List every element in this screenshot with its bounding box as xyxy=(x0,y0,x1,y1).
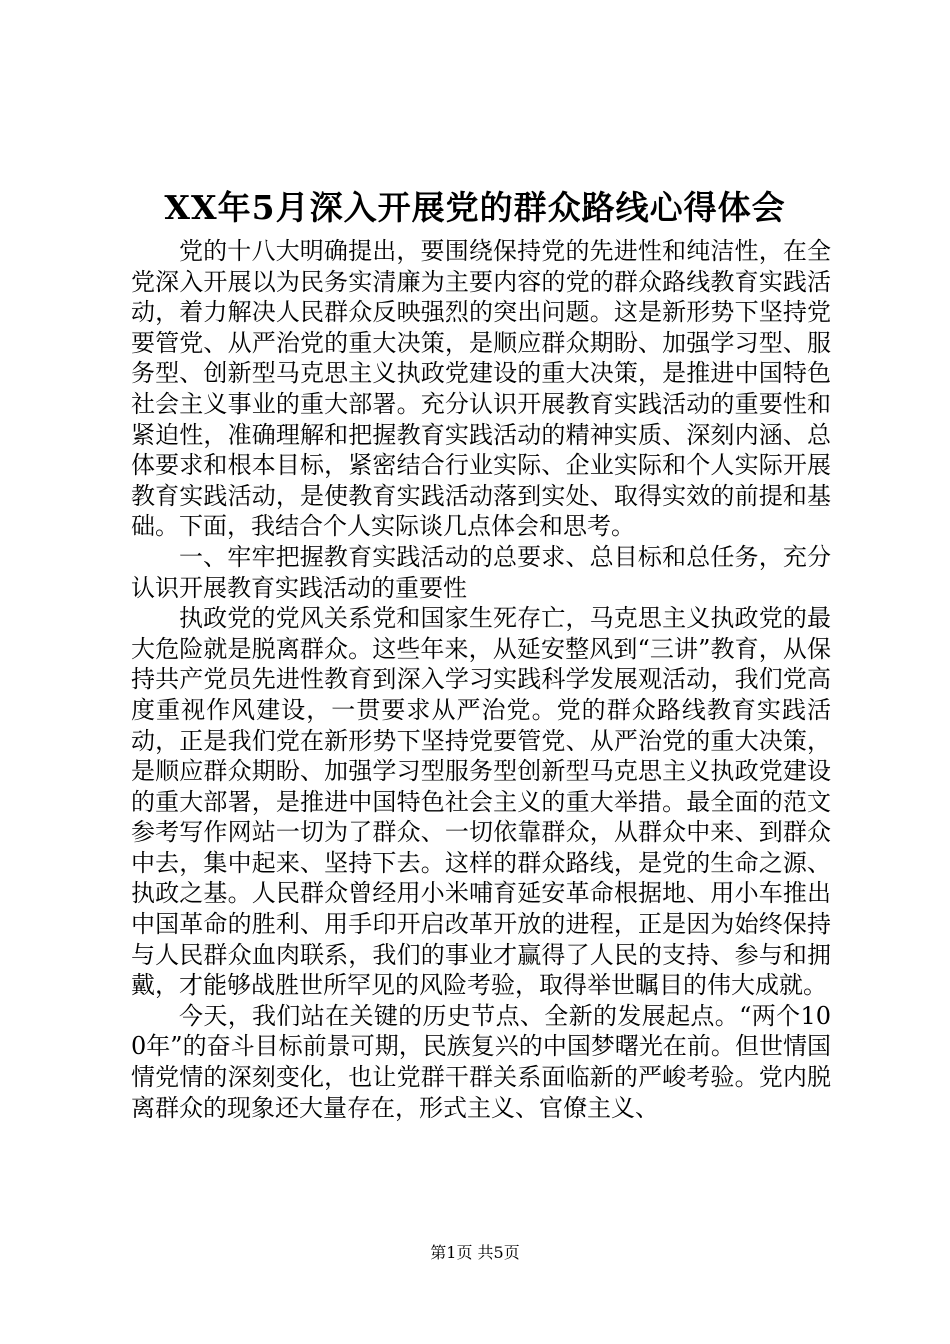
page-number-footer: 第1页 共5页 xyxy=(430,1243,520,1262)
paragraph-section-1: 执政党的党风关系党和国家生死存亡，马克思主义执政党的最大危险就是脱离群众。这些年来，从延安整风到“三讲”教育，从保持共产党员先进性教育到深入学习实践科学发展观活动，我们党高度重视作风建设，一贯要求从严治党。党的群众路线教育实践活动，正是我们党在新形势下坚持党要管党、从严治党的重大决策，是顺应群众期盼、加强学习型服务型创新型马克思主义执政党建设的重大部署，是推进中国特色社会主义的重大举措。最全面的范文参考写作网站一切为了群众、一切依靠群众，从群众中来、到群众中去，集中起来、坚持下去。这样的群众路线，是党的生命之源、执政之基。人民群众曾经用小米哺育延安革命根据地、用小车推出中国革命的胜利、用手印开启改革开放的进程，正是因为始终保持与人民群众血肉联系，我们的事业才赢得了人民的支持、参与和拥戴，才能够战胜世所罕见的风险考验，取得举世瞩目的伟大成就。 xyxy=(131,604,831,1000)
document-body xyxy=(131,236,831,1123)
paragraph-today: 今天，我们站在关键的历史节点、全新的发展起点。“两个100年”的奋斗目标前景可期，民族复兴的中国梦曙光在前。但世情国情党情的深刻变化，也让党群干群关系面临新的严峻考验。党内脱离群众的现象还大量存在，形式主义、官僚主义、 xyxy=(131,1001,831,1122)
paragraph-intro: 党的十八大明确提出，要围绕保持党的先进性和纯洁性，在全党深入开展以为民务实清廉为主要内容的党的群众路线教育实践活动，着力解决人民群众反映强烈的突出问题。这是新形势下坚持党要管党、从严治党的重大决策，是顺应群众期盼、加强学习型、服务型、创新型马克思主义执政党建设的重大决策，是推进中国特色社会主义事业的重大部署。充分认识开展教育实践活动的重要性和紧迫性，准确理解和把握教育实践活动的精神实质、深刻内涵、总体要求和根本目标，紧密结合行业实际、企业实际和个人实际开展教育实践活动，是使教育实践活动落到实处、取得实效的前提和基础。下面，我结合个人实际谈几点体会和思考。 xyxy=(131,237,831,541)
section-heading-1: 一、牢牢把握教育实践活动的总要求、总目标和总任务，充分认识开展教育实践活动的重要性 xyxy=(131,542,831,602)
document-title: XX年5月深入开展党的群众路线心得体会 xyxy=(164,188,786,227)
